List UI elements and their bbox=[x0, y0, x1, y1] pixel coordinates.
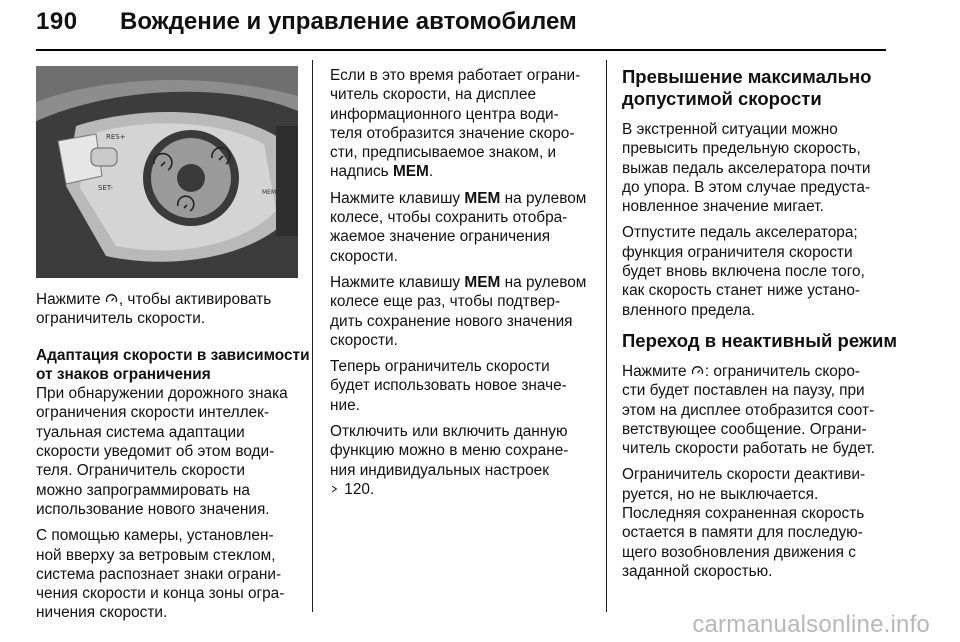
activate-instruction: Нажмите , чтобы активировать ограничитель скорости. bbox=[36, 291, 272, 328]
mem-label: MEM bbox=[262, 189, 277, 196]
mem-keyword: MEM bbox=[392, 163, 429, 181]
res-label: RES+ bbox=[106, 133, 126, 141]
column-1 bbox=[36, 290, 310, 630]
mem-keyword: MEM bbox=[464, 189, 501, 207]
column-2 bbox=[330, 66, 598, 506]
paragraph-press-mem-confirm: Нажмите клавишу MEM на рулевом колесе еще раз, чтобы подтвер- дить сохранение нового значения скорости. bbox=[330, 273, 587, 349]
paragraph-inactive-1: Нажмите : ограничитель скоро- сти будет поставлен на паузу, при этом на дисплее отобразится соот- ветствующее сообщение. Ограни- читель скорости работать не будет. bbox=[622, 362, 875, 458]
section-heading-adaptation: Адаптация скорости в зависимости от знаков ограничения bbox=[36, 346, 310, 383]
page-number: 190 bbox=[36, 8, 78, 35]
paragraph-overspeed-1: В экстренной ситуации можно превысить предельную скорость, выжав педаль акселератора почти до упора. В этом случае предуста- новленное значение мигает. bbox=[622, 121, 871, 216]
watermark: carmanualsonline.info bbox=[692, 611, 930, 638]
paragraph-inactive-2: Ограничитель скорости деактиви- руется, но не выключается. Последняя сохраненная скорость остается в памяти для последую- щего возобновления движения с заданной скоростью. bbox=[622, 466, 866, 580]
paragraph-adaptation-2: С помощью камеры, установлен- ной вверху за ветровым стеклом, система распознает знаки ограни- чения скорости и конца зоны огра- ничения скорости. bbox=[36, 527, 285, 622]
page-reference-link[interactable]: 120. bbox=[344, 480, 375, 498]
header-rule bbox=[36, 49, 886, 51]
paragraph-toggle-function: Отключить или включить данную функцию можно в меню сохране- ния индивидуальных настроек 120. bbox=[330, 423, 569, 498]
paragraph-display-sign: Если в это время работает ограни- читель скорости, на дисплее информационного центра води- теля отобразится значение скоро- сти, предписываемое знаком, и надпись MEM. bbox=[330, 67, 581, 181]
column-divider-left bbox=[312, 60, 313, 612]
mem-keyword: MEM bbox=[464, 273, 501, 291]
paragraph-adaptation-1: При обнаружении дорожного знака ограничения скорости интеллек- туальная система адаптации скорости уведомит об этом води- теля. Ограничитель скорости можно запрограммировать на использование нового значения. bbox=[36, 385, 288, 518]
column-divider-right bbox=[606, 60, 607, 612]
speed-limiter-icon bbox=[691, 365, 705, 377]
paragraph-new-value: Теперь ограничитель скорости будет использовать новое значе- ние. bbox=[330, 358, 567, 414]
set-label: SET- bbox=[98, 184, 114, 192]
rocker-button bbox=[91, 148, 117, 166]
paragraph-overspeed-2: Отпустите педаль акселератора; функция ограничителя скорости будет вновь включена после того, как скорость станет ниже устано- вленного предела. bbox=[622, 224, 865, 319]
section-heading-overspeed: Превышение максимально допустимой скорости bbox=[622, 66, 872, 109]
steering-wheel-illustration bbox=[36, 66, 298, 278]
page-header bbox=[36, 2, 886, 48]
section-heading-inactive: Переход в неактивный режим bbox=[622, 329, 898, 351]
steering-wheel-figure bbox=[36, 66, 298, 278]
column-3 bbox=[622, 66, 898, 588]
dial-center bbox=[177, 164, 205, 192]
page-title: Вождение и управление автомобилем bbox=[120, 8, 577, 35]
paragraph-press-mem-save: Нажмите клавишу MEM на рулевом колесе, чтобы сохранить отобра- жаемое значение ограничения скорости. bbox=[330, 189, 587, 265]
page-reference-arrow-icon bbox=[330, 483, 340, 495]
speed-limiter-icon bbox=[105, 293, 119, 305]
wheel-edge-right bbox=[276, 126, 298, 236]
